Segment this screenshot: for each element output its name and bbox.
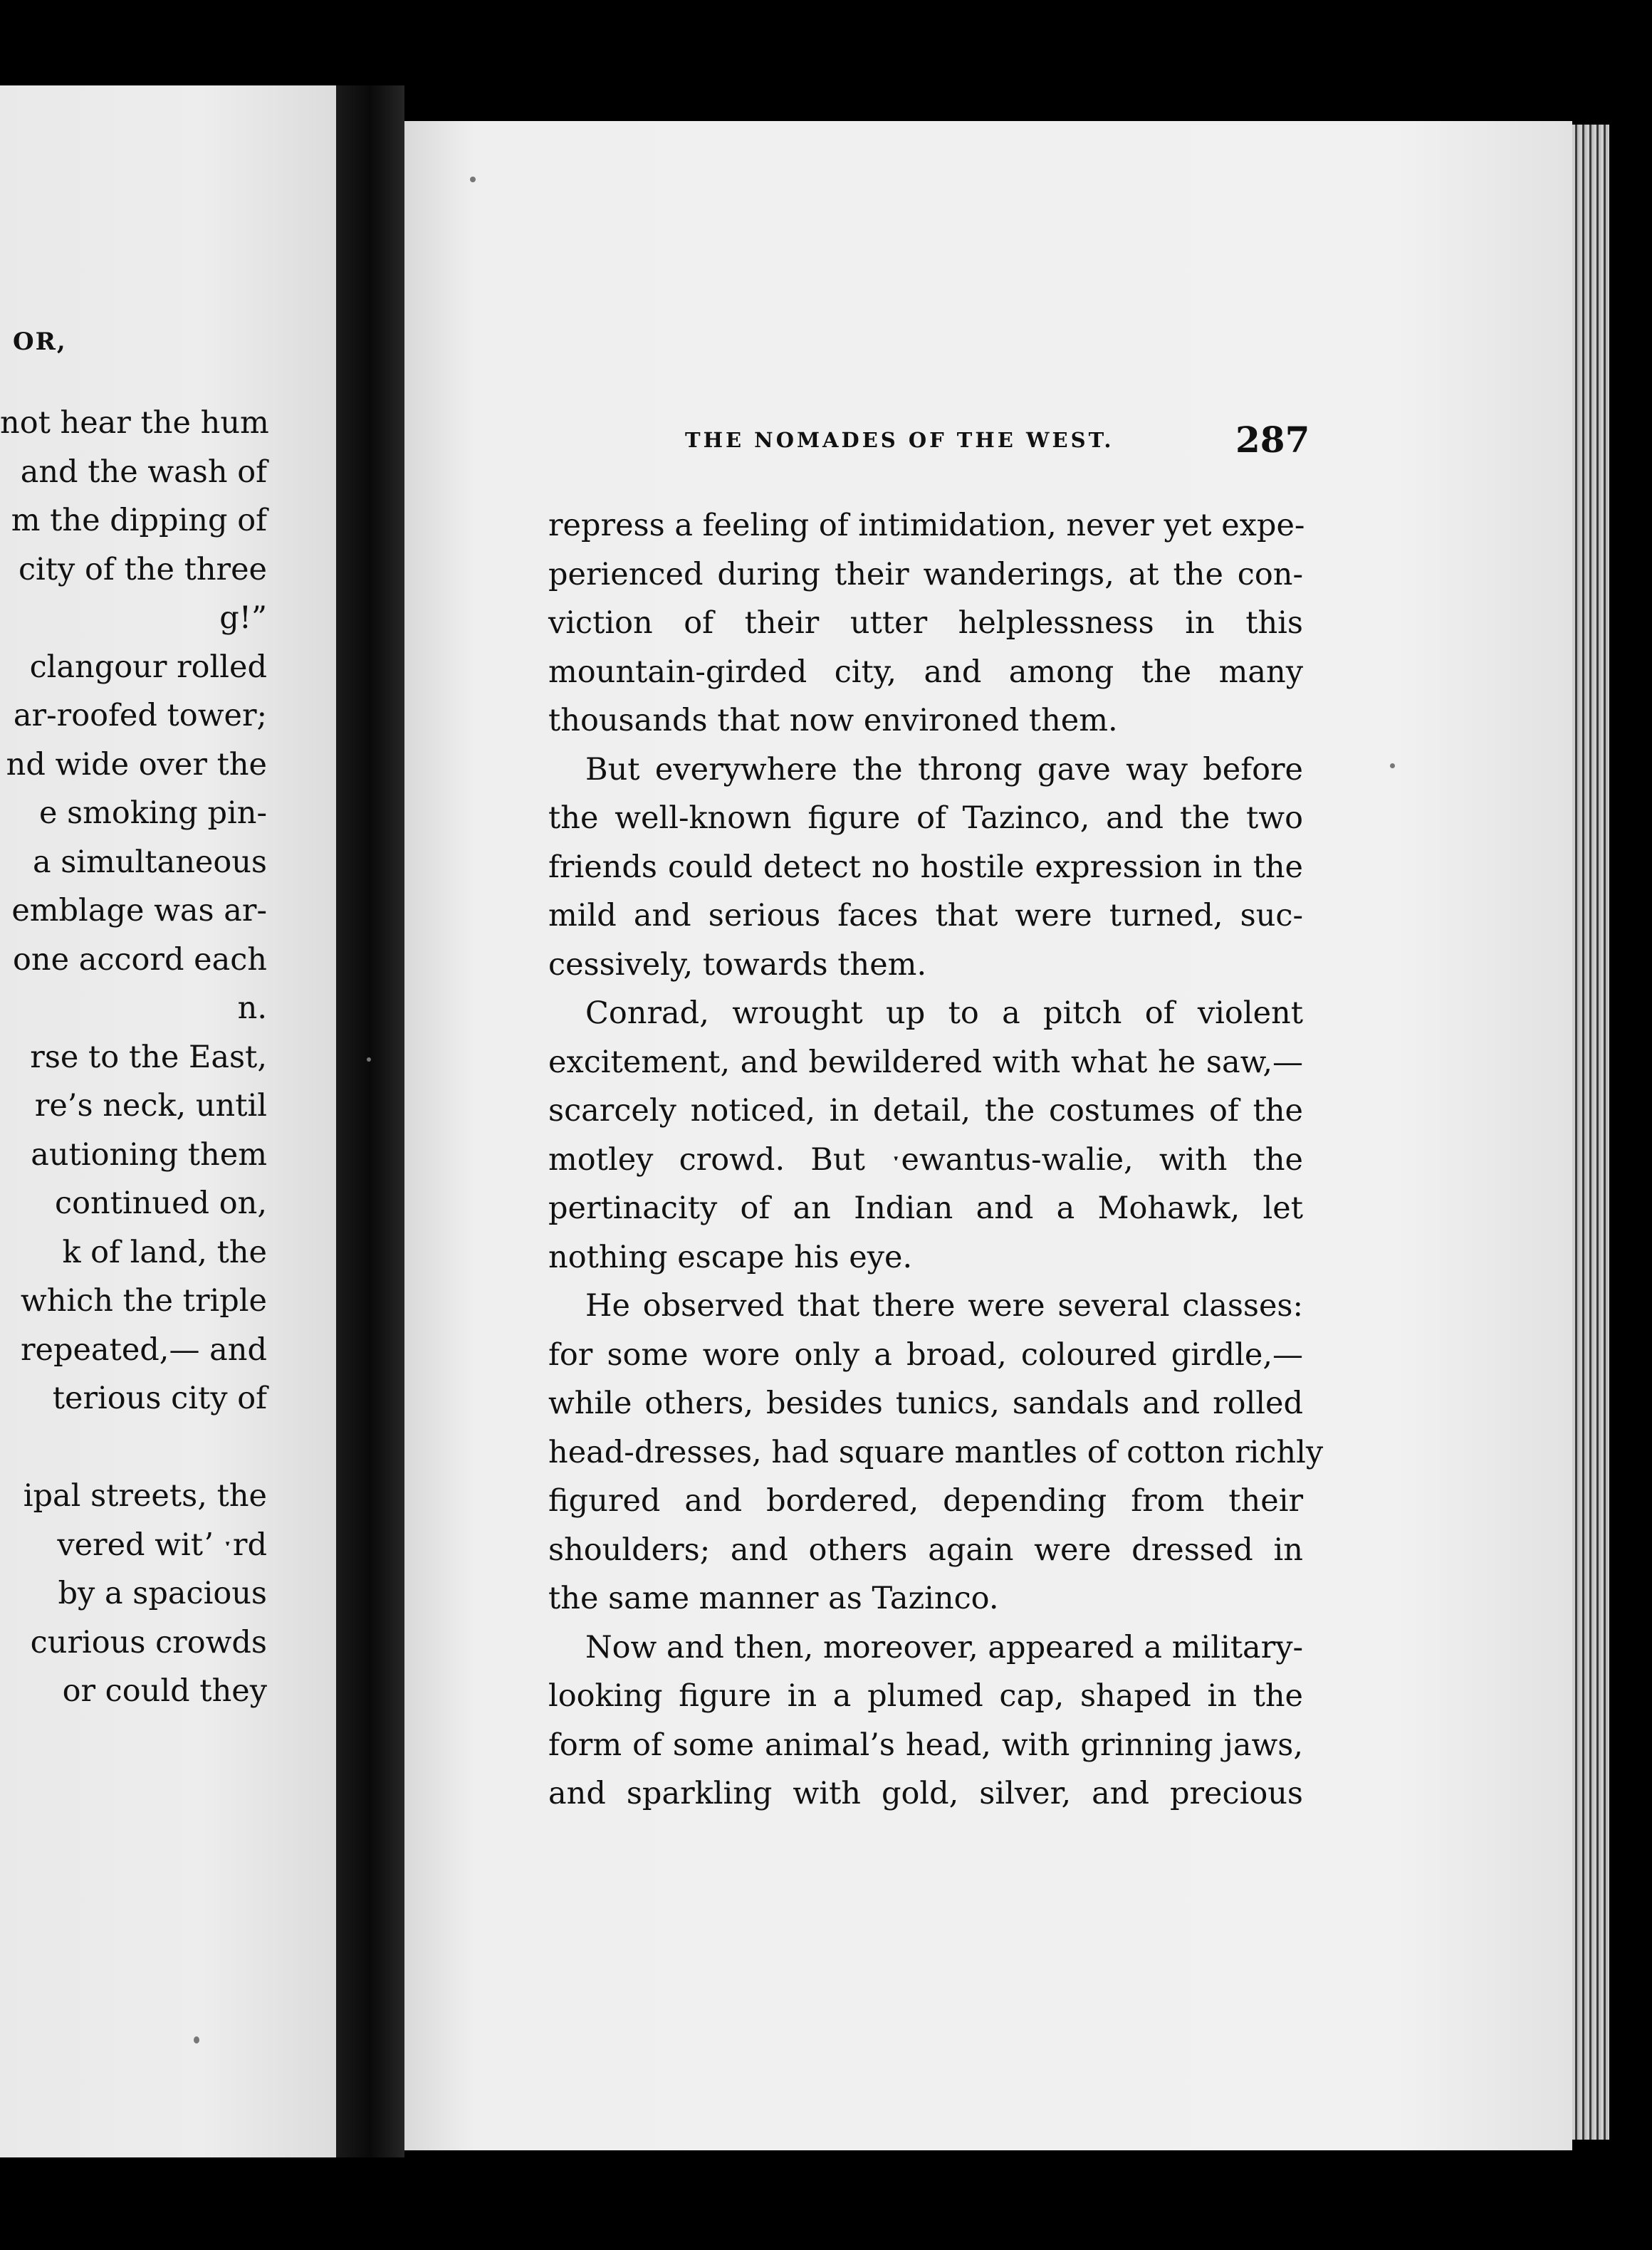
body-line: But everywhere the throng gave way before	[585, 751, 1303, 788]
body-line: viction of their utter helplessness in this	[548, 605, 1303, 641]
left-page-line: repeated,— and	[20, 1331, 267, 1368]
body-line: pertinacity of an Indian and a Mohawk, let	[548, 1191, 1303, 1226]
paper-speck	[470, 177, 476, 182]
left-page-line: n.	[237, 990, 267, 1026]
body-line: while others, besides tunics, sandals and rolled	[548, 1386, 1303, 1421]
left-page-line: not hear the hum	[0, 405, 269, 441]
left-page-line: autioning them	[31, 1136, 267, 1173]
body-line: He observed that there were several classes:	[585, 1288, 1303, 1324]
body-line: perienced during their wanderings, at the con-	[548, 556, 1303, 592]
body-line: looking figure in a plumed cap, shaped in the	[548, 1678, 1303, 1714]
body-line: repress a feeling of intimidation, never yet expe-	[548, 508, 1305, 543]
page-edges	[1572, 125, 1609, 2140]
body-line: mountain-girded city, and among the many	[548, 654, 1303, 690]
left-page-line: m the dipping of	[11, 503, 267, 538]
body-line: Conrad, wrought up to a pitch of violent	[585, 995, 1303, 1031]
body-line: figured and bordered, depending from their	[548, 1483, 1303, 1519]
left-page-line: ar-roofed tower;	[13, 698, 267, 733]
paper-speck	[1390, 763, 1395, 768]
body-text	[548, 501, 1324, 1819]
body-line: excitement, and bewildered with what he saw,—	[548, 1044, 1303, 1080]
body-line: the well-known figure of Tazinco, and the two	[548, 800, 1303, 836]
body-line: and sparkling with gold, silver, and precious	[548, 1776, 1303, 1811]
left-page-line: g!”	[219, 600, 267, 636]
left-page-line: by a spacious	[58, 1576, 267, 1611]
body-line: nothing escape his eye.	[548, 1239, 913, 1275]
paper-speck	[367, 1057, 371, 1062]
left-page-line: e smoking pin-	[38, 795, 267, 831]
left-page-line: ipal streets, the	[23, 1478, 267, 1514]
left-running-head: OR,	[13, 328, 67, 356]
left-page-line: re’s neck, until	[34, 1088, 267, 1124]
body-line: shoulders; and others again were dressed in	[548, 1532, 1303, 1568]
left-page-line: city of the three	[18, 551, 267, 587]
body-line: friends could detect no hostile expression in the	[548, 849, 1303, 885]
body-line: the same manner as Tazinco.	[548, 1581, 999, 1616]
body-line: thousands that now environed them.	[548, 703, 1118, 738]
body-line: motley crowd. But ˑewantus-walie, with the	[548, 1141, 1303, 1178]
body-line: form of some animal’s head, with grinning jaws,	[548, 1727, 1303, 1763]
left-page-line: nd wide over the	[6, 746, 267, 783]
left-page-line: k of land, the	[62, 1234, 267, 1270]
left-page-line: vered witʼ ˑrd	[57, 1527, 267, 1563]
body-line: for some wore only a broad, coloured girdle,—	[548, 1336, 1303, 1373]
left-page-line: a simultaneous	[32, 844, 267, 880]
body-line: mild and serious faces that were turned, suc-	[548, 898, 1303, 933]
body-line: scarcely noticed, in detail, the costumes of the	[548, 1093, 1303, 1129]
left-page-line: curious crowds	[30, 1624, 267, 1660]
book-gutter	[336, 85, 404, 2157]
left-page-line: which the triple	[20, 1283, 267, 1319]
left-page-line: terious city of	[52, 1381, 267, 1416]
running-head: THE NOMADES OF THE WEST.	[685, 428, 1114, 452]
left-page-text	[0, 399, 267, 1716]
body-line: cessively, towards them.	[548, 946, 927, 983]
left-page-line: continued on,	[55, 1186, 267, 1221]
left-page-line: clangour rolled	[29, 649, 267, 685]
paper-speck	[194, 2036, 199, 2044]
body-line: Now and then, moreover, appeared a military-	[585, 1629, 1304, 1665]
body-line: head-dresses, had square mantles of cotton richly	[548, 1434, 1324, 1470]
left-page-line	[0, 1423, 267, 1472]
page-number: 287	[1235, 419, 1310, 461]
left-page-line: emblage was ar-	[11, 893, 267, 928]
left-page-line: rse to the East,	[30, 1039, 267, 1075]
left-page-line: one accord each	[13, 941, 267, 978]
left-page-line: or could they	[62, 1673, 267, 1709]
left-page-line: and the wash of	[20, 454, 267, 490]
